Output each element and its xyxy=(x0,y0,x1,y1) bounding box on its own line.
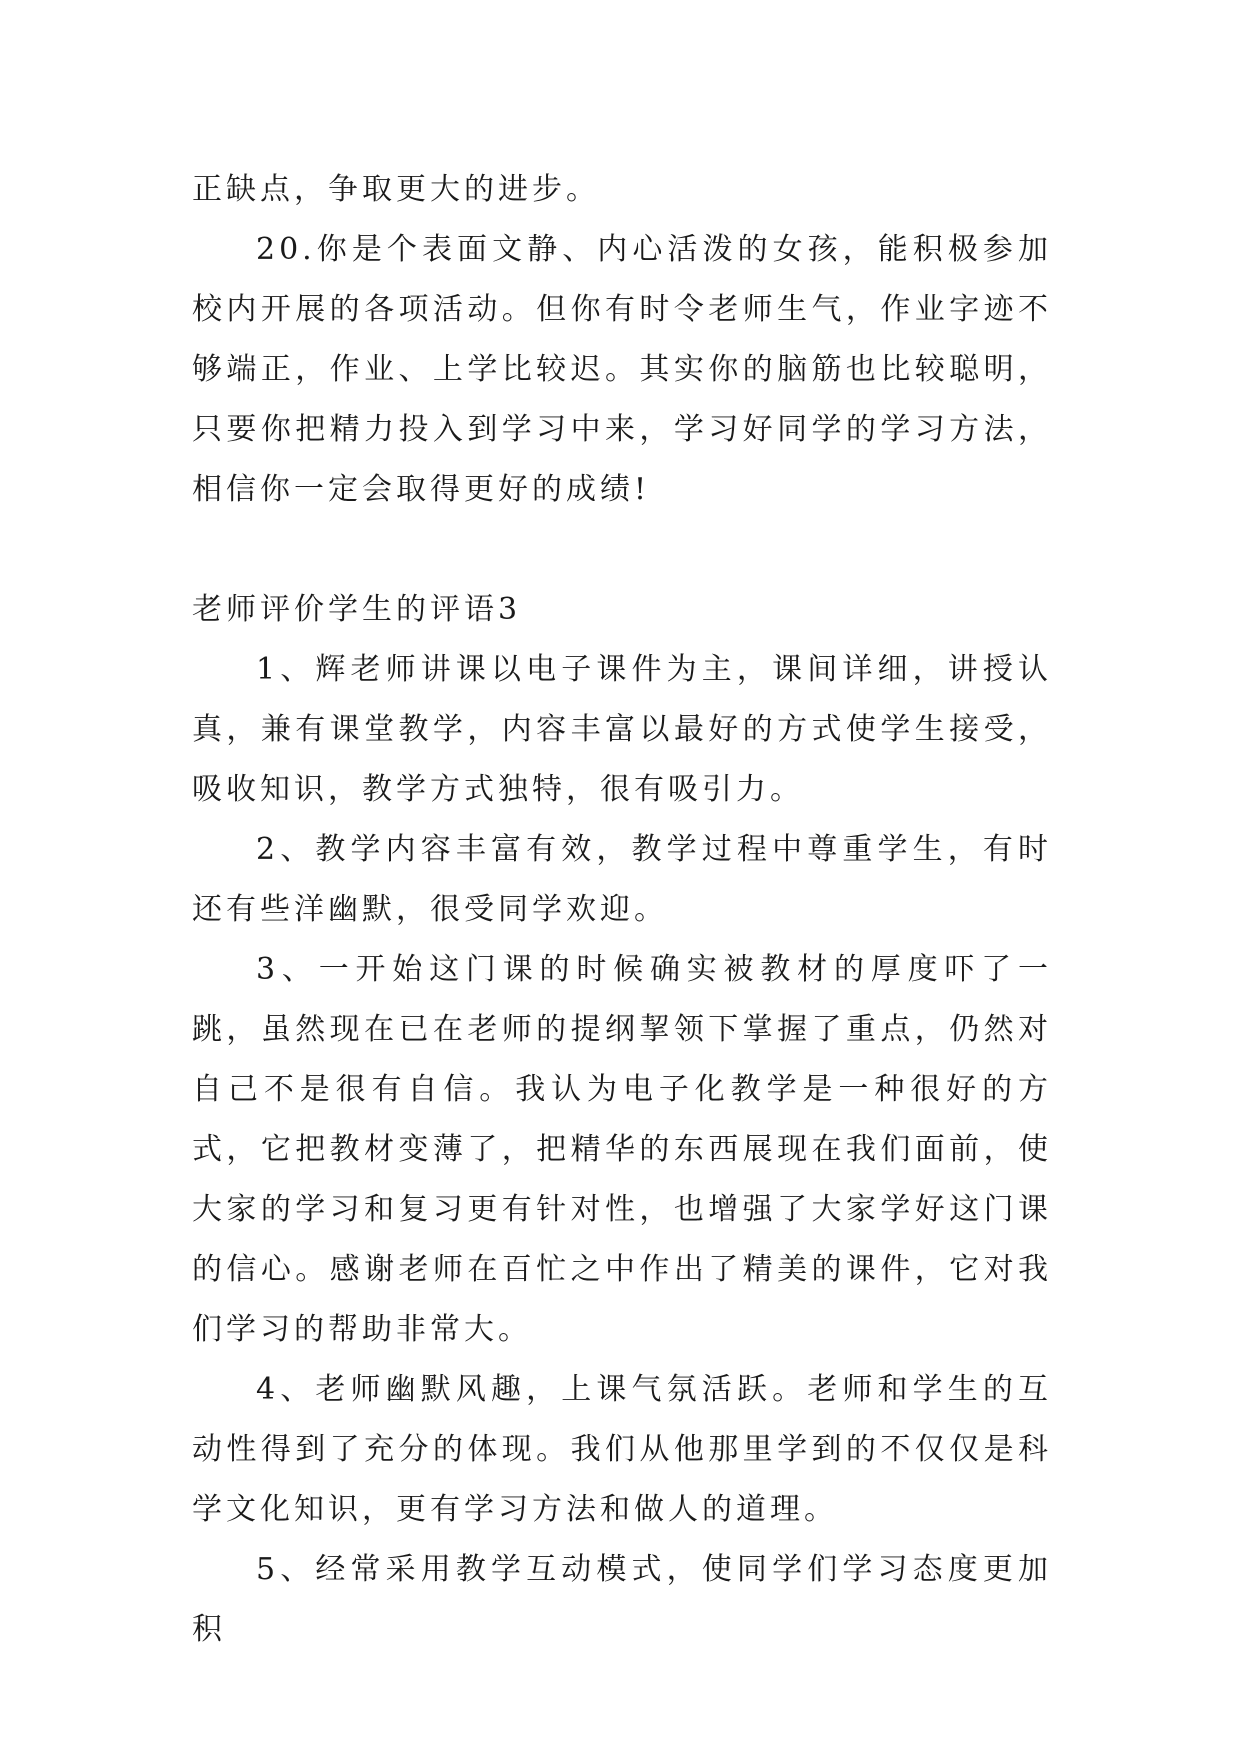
item-20: 20.你是个表面文静、内心活泼的女孩，能积极参加校内开展的各项活动。但你有时令老师生气，作业字迹不够端正，作业、上学比较迟。其实你的脑筋也比较聪明，只要你把精力投入到学习中来，学习好同学的学习方法，相信你一定会取得更好的成绩! xyxy=(192,232,1052,507)
section-title: 老师评价学生的评语3 xyxy=(192,592,522,627)
document-page xyxy=(192,160,1052,1660)
list-item-2: 2、教学内容丰富有效，教学过程中尊重学生，有时还有些洋幽默，很受同学欢迎。 xyxy=(192,832,1052,927)
list-item-1: 1、辉老师讲课以电子课件为主，课间详细，讲授认真，兼有课堂教学，内容丰富以最好的方式使学生接受，吸收知识，教学方式独特，很有吸引力。 xyxy=(192,652,1052,807)
list-item-4: 4、老师幽默风趣，上课气氛活跃。老师和学生的互动性得到了充分的体现。我们从他那里学到的不仅仅是科学文化知识，更有学习方法和做人的道理。 xyxy=(192,1372,1052,1527)
intro-continuation: 正缺点，争取更大的进步。 xyxy=(192,172,600,207)
list-item-3: 3、一开始这门课的时候确实被教材的厚度吓了一跳，虽然现在已在老师的提纲挈领下掌握了重点，仍然对自己不是很有自信。我认为电子化教学是一种很好的方式，它把教材变薄了，把精华的东西展现在我们面前，使大家的学习和复习更有针对性，也增强了大家学好这门课的信心。感谢老师在百忙之中作出了精美的课件，它对我们学习的帮助非常大。 xyxy=(192,952,1052,1347)
list-item-5: 5、经常采用教学互动模式，使同学们学习态度更加积 xyxy=(192,1552,1052,1647)
